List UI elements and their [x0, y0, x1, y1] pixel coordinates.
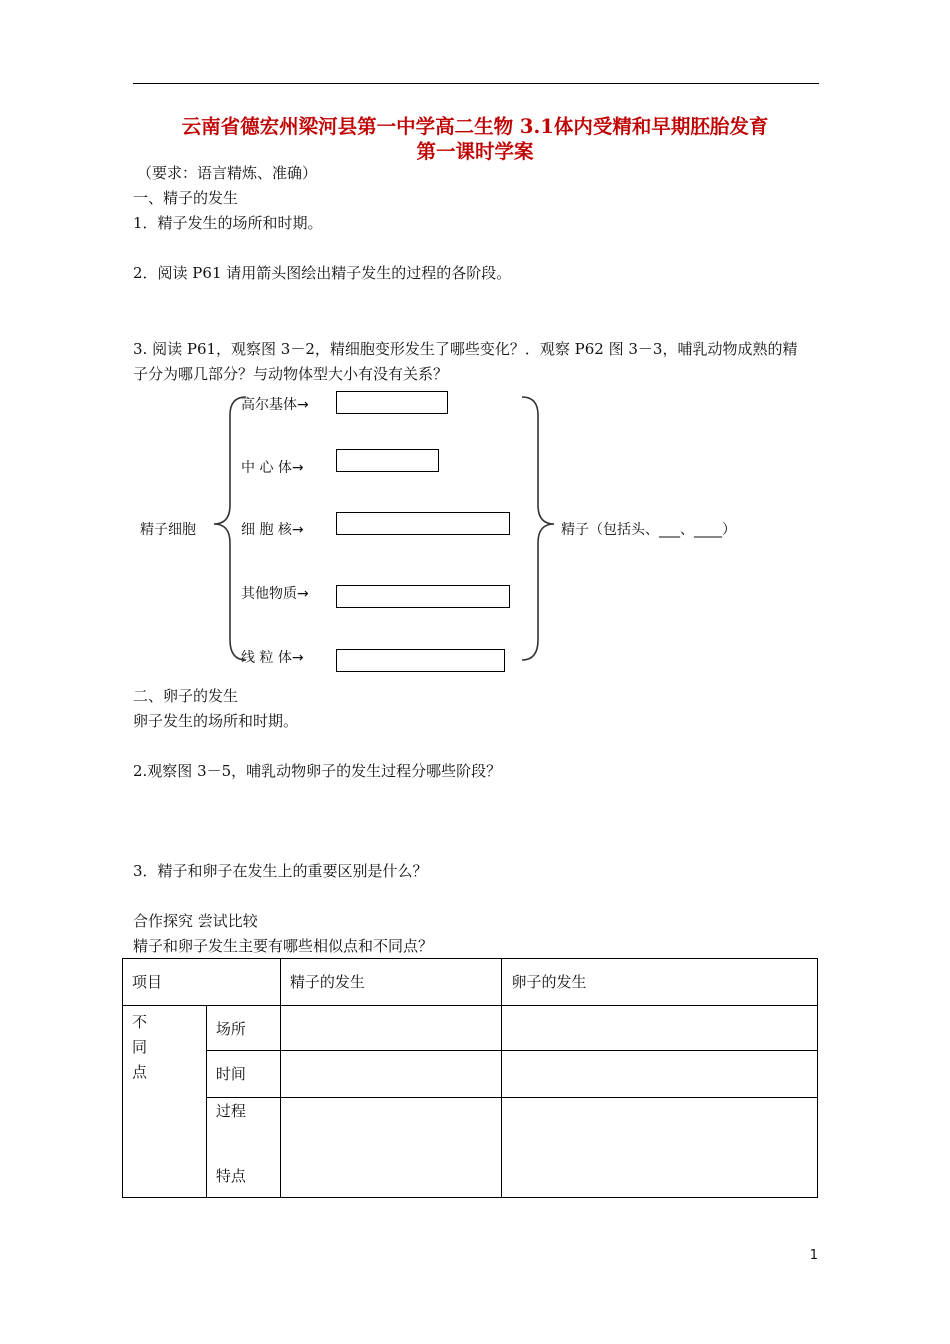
- sperm-place-cell[interactable]: [280, 1006, 502, 1051]
- table-row: [123, 1006, 818, 1051]
- place-label-cell: [206, 1006, 280, 1051]
- requirement-note: （要求：语言精炼、准确）: [137, 164, 318, 182]
- other-matter-answer-box[interactable]: [336, 585, 510, 608]
- section2-question-3: 3．精子和卵子在发生上的重要区别是什么？: [133, 862, 428, 880]
- doc-title-line2: 第一课时学案: [416, 140, 534, 163]
- explore-question: 精子和卵子发生主要有哪些相似点和不同点？: [133, 937, 434, 955]
- right-brace: [522, 397, 554, 660]
- comparison-table: [122, 958, 818, 1198]
- page-number: 1: [809, 1248, 818, 1263]
- differences-label: 不 同 点: [132, 1013, 148, 1081]
- sperm-parts-label: 精子（包括头、___、____）: [561, 522, 736, 538]
- time-label: 时间: [215, 1065, 246, 1083]
- section1-question-3-line1: 3. 阅读 P61，观察图 3－2，精细胞变形发生了哪些变化？．观察 P62 图 3－3，哺乳动物成熟的精: [133, 340, 798, 358]
- table-header-row: [123, 959, 818, 1006]
- header-sperm: 精子的发生: [289, 973, 365, 991]
- egg-time-cell[interactable]: [502, 1051, 818, 1098]
- golgi-label: 高尔基体→: [241, 397, 309, 413]
- section2-heading: 二、卵子的发生: [133, 687, 239, 705]
- mitochondria-label: 线 粒 体→: [241, 650, 304, 666]
- section1-question-1: 1．精子发生的场所和时期。: [133, 214, 323, 232]
- sperm-process-cell[interactable]: [280, 1098, 502, 1198]
- header-sperm-cell: [280, 959, 502, 1006]
- section2-question-1: 卵子发生的场所和时期。: [133, 712, 299, 730]
- golgi-answer-box[interactable]: [336, 391, 448, 414]
- header-egg: 卵子的发生: [511, 973, 587, 991]
- sperm-time-cell[interactable]: [280, 1051, 502, 1098]
- sperm-cell-label: 精子细胞: [140, 522, 196, 538]
- header-item-cell: [123, 959, 281, 1006]
- egg-place-cell[interactable]: [502, 1006, 818, 1051]
- header-egg-cell: [502, 959, 818, 1006]
- mitochondria-answer-box[interactable]: [336, 649, 505, 672]
- header-item: 项目: [132, 973, 163, 991]
- time-label-cell: [206, 1051, 280, 1098]
- egg-process-cell[interactable]: [502, 1098, 818, 1198]
- section1-question-2: 2．阅读 P61 请用箭头图绘出精子发生的过程的各阶段。: [133, 264, 512, 282]
- process-label-cell: [206, 1098, 280, 1198]
- centrosome-label: 中 心 体→: [241, 460, 304, 476]
- table-row: [123, 1051, 818, 1098]
- table-row: [123, 1098, 818, 1198]
- other-matter-label: 其他物质→: [241, 586, 309, 602]
- centrosome-answer-box[interactable]: [336, 449, 439, 472]
- section1-question-3-line2: 子分为哪几部分？与动物体型大小有没有关系？: [133, 365, 449, 383]
- process-label: 过程: [215, 1102, 246, 1120]
- explore-heading: 合作探究 尝试比较: [133, 912, 258, 930]
- nucleus-answer-box[interactable]: [336, 512, 510, 535]
- section1-heading: 一、精子的发生: [133, 189, 239, 207]
- nucleus-label: 细 胞 核→: [241, 522, 304, 538]
- doc-title-line1: 云南省德宏州梁河县第一中学高二生物 3.1体内受精和早期胚胎发育: [181, 115, 769, 138]
- differences-group-cell: [123, 1006, 207, 1198]
- place-label: 场所: [215, 1020, 246, 1038]
- features-label: 特点: [215, 1167, 246, 1185]
- section2-question-2: 2.观察图 3－5，哺乳动物卵子的发生过程分哪些阶段？: [133, 762, 502, 780]
